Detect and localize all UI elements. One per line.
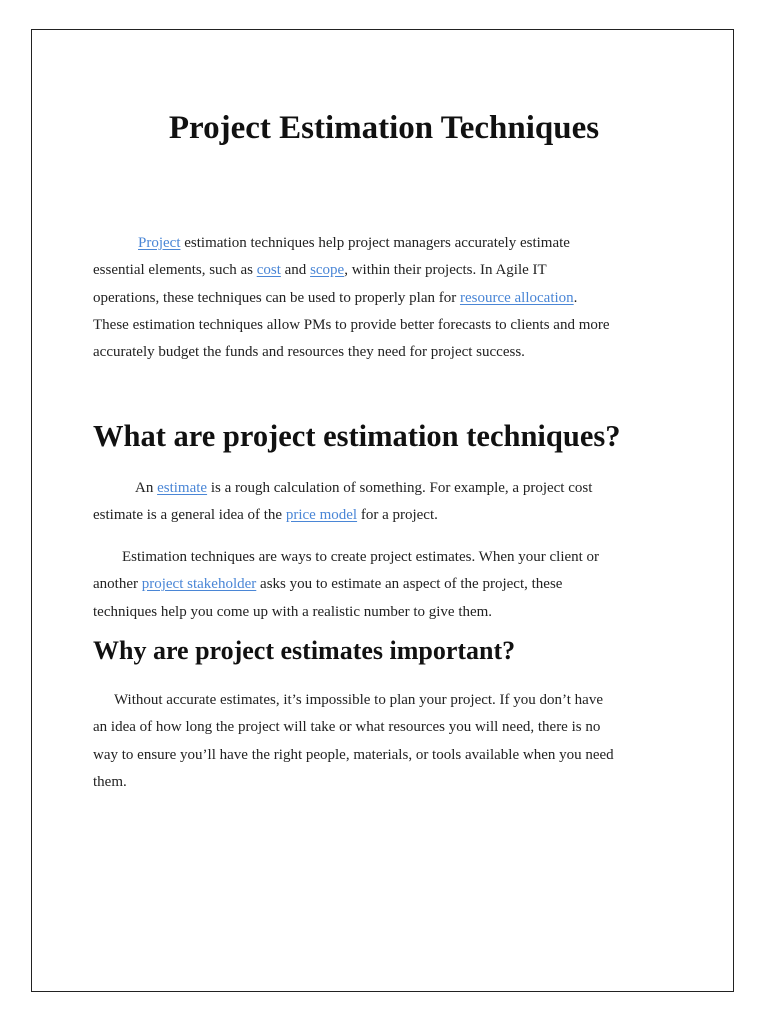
section-heading-what: What are project estimation techniques? bbox=[93, 419, 621, 453]
text-line: techniques help you come up with a realistic number to give them. bbox=[93, 603, 493, 620]
text-segment: estimate is a general idea of the bbox=[93, 507, 286, 524]
text-line: way to ensure you’ll have the right people, materials, or tools available when you need bbox=[93, 746, 614, 763]
text-line bbox=[93, 571, 683, 598]
text-segment: and bbox=[280, 262, 311, 279]
text-segment: An bbox=[135, 480, 158, 496]
text-line bbox=[93, 475, 683, 502]
text-segment: another bbox=[93, 576, 142, 593]
text-line bbox=[93, 544, 683, 571]
importance-paragraph bbox=[93, 687, 683, 796]
text-line: These estimation techniques allow PMs to provide better forecasts to clients and more bbox=[93, 316, 610, 333]
text-line bbox=[93, 230, 683, 257]
techniques-paragraph bbox=[93, 544, 683, 626]
link-scope[interactable]: scope bbox=[310, 262, 345, 279]
section-heading-why: Why are project estimates important? bbox=[93, 636, 516, 665]
estimate-paragraph bbox=[93, 475, 683, 530]
text-line bbox=[93, 687, 683, 714]
text-segment: asks you to estimate an aspect of the project, these bbox=[256, 576, 563, 593]
text-line: them. bbox=[93, 773, 127, 790]
link-estimate[interactable]: estimate bbox=[157, 480, 208, 496]
text-line: an idea of how long the project will take or what resources you will need, there is no bbox=[93, 719, 601, 736]
link-project-stakeholder[interactable]: project stakeholder bbox=[141, 576, 257, 593]
page-title: Project Estimation Techniques bbox=[168, 110, 600, 146]
link-price-model[interactable]: price model bbox=[285, 507, 358, 524]
text-segment: essential elements, such as bbox=[93, 262, 257, 279]
link-resource-allocation[interactable]: resource allocation bbox=[459, 289, 574, 306]
text-segment: , within their projects. In Agile IT bbox=[344, 262, 547, 279]
link-project[interactable]: Project bbox=[138, 235, 181, 251]
text-line bbox=[93, 257, 683, 284]
text-segment: operations, these techniques can be used to properly plan for bbox=[93, 289, 460, 306]
intro-paragraph bbox=[93, 230, 683, 366]
text-line: accurately budget the funds and resources they need for project success. bbox=[93, 344, 525, 361]
text-segment: estimation techniques help project managers accurately estimate bbox=[180, 235, 570, 251]
text-segment: Without accurate estimates, it’s impossible to plan your project. If you don’t have bbox=[114, 692, 604, 708]
text-segment: is a rough calculation of something. For example, a project cost bbox=[207, 480, 593, 496]
text-line bbox=[93, 285, 683, 312]
link-cost[interactable]: cost bbox=[256, 262, 281, 279]
text-segment: for a project. bbox=[357, 507, 438, 524]
text-segment: Estimation techniques are ways to create project estimates. When your client or bbox=[122, 549, 600, 565]
text-segment: . bbox=[573, 289, 578, 306]
text-line bbox=[93, 502, 683, 529]
